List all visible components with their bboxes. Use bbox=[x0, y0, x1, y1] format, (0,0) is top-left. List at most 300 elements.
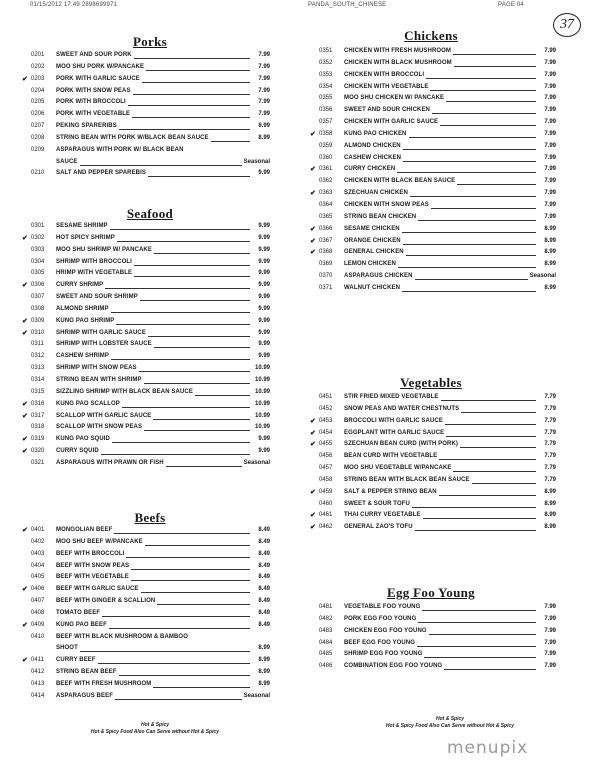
hot-spicy-icon: ✔ bbox=[22, 317, 28, 325]
hot-spicy-icon: ✔ bbox=[22, 234, 28, 242]
menu-item-price: Seasonal bbox=[242, 157, 270, 169]
menu-item-name: ASPARAGUS CHICKEN bbox=[344, 271, 415, 283]
menu-item-name: HRIMP WITH VEGETABLE bbox=[56, 268, 134, 280]
menu-item bbox=[22, 316, 270, 328]
menu-item-price: 7.99 bbox=[542, 153, 556, 165]
menu-item-price: 8.49 bbox=[256, 549, 270, 561]
menu-item-price: 8.99 bbox=[542, 522, 556, 534]
menu-item-code: 0413 bbox=[31, 680, 45, 687]
menu-item bbox=[313, 404, 556, 416]
hot-spicy-icon: ✔ bbox=[22, 329, 28, 337]
menu-item-name: PORK WITH BROCCOLI bbox=[56, 97, 128, 109]
menu-item-code: 0357 bbox=[319, 119, 333, 126]
menu-item-code: 0462 bbox=[319, 524, 333, 531]
menu-item bbox=[22, 233, 270, 245]
menu-list-egg-foo-young bbox=[313, 602, 556, 673]
menu-item-name: SCALLOP WITH SNOW PEAS bbox=[56, 422, 144, 434]
menu-item bbox=[313, 70, 556, 82]
menu-item-code: 0317 bbox=[31, 412, 45, 419]
menu-item-price: 7.99 bbox=[542, 614, 556, 626]
page-number-circle: 37 bbox=[553, 13, 581, 37]
menu-item-name: SIZZLING SHRIMP WITH BLACK BEAN SAUCE bbox=[56, 387, 195, 399]
menu-item-name: ALMOND CHICKEN bbox=[344, 141, 403, 153]
menu-item-price: 7.99 bbox=[542, 200, 556, 212]
menu-list-chicken bbox=[310, 46, 556, 295]
menu-item bbox=[25, 109, 270, 121]
menu-item-name: CHICKEN EGG FOO YOUNG bbox=[344, 626, 429, 638]
footnote-left-title: Hot & Spicy bbox=[140, 722, 170, 728]
menu-item-price: 10.99 bbox=[253, 422, 270, 434]
menu-item-name: MOO SHU SHRIMP W/ PANCAKE bbox=[56, 245, 154, 257]
leader-line bbox=[56, 165, 250, 166]
menu-item-code: 0209 bbox=[31, 146, 45, 153]
menu-item-code: 0407 bbox=[31, 598, 45, 605]
menu-item bbox=[25, 257, 270, 269]
menu-item-price: 9.99 bbox=[256, 168, 270, 180]
menu-item-price: 7.79 bbox=[542, 451, 556, 463]
menu-item-code: 0410 bbox=[31, 633, 45, 640]
menu-item bbox=[313, 271, 556, 283]
menu-item bbox=[25, 643, 270, 655]
menu-item-price: 7.99 bbox=[542, 164, 556, 176]
menu-item-code: 0319 bbox=[31, 436, 45, 443]
menu-item-code: 0316 bbox=[31, 400, 45, 407]
menu-item-code: 0203 bbox=[31, 75, 45, 82]
menu-item-name: KUNG PAO SCALLOP bbox=[56, 399, 122, 411]
hot-spicy-icon: ✔ bbox=[310, 429, 316, 437]
menu-item-name: ASPARAGUS WITH PRAWN OR FISH bbox=[56, 458, 166, 470]
menu-item-code: 0459 bbox=[319, 488, 333, 495]
menu-item-code: 0205 bbox=[31, 99, 45, 106]
footnote-right bbox=[335, 716, 565, 730]
menu-item-name: PORK EGG FOO YOUNG bbox=[344, 614, 418, 626]
menu-item bbox=[313, 661, 556, 673]
print-header-middle: PANDA_SOUTH_CHINESE bbox=[308, 2, 387, 8]
menu-item-code: 0309 bbox=[31, 317, 45, 324]
menu-item-price: 10.99 bbox=[253, 387, 270, 399]
menu-item-code: 0483 bbox=[319, 627, 333, 634]
menu-item-price: 9.99 bbox=[256, 245, 270, 257]
menu-item-price: 8.99 bbox=[256, 667, 270, 679]
print-header-left: 01/15/2012 17:49 2898699971 bbox=[30, 2, 118, 8]
menu-item-price: 7.99 bbox=[542, 661, 556, 673]
section-title-beef: Beefs bbox=[134, 510, 166, 525]
menu-item-code: 0312 bbox=[31, 353, 45, 360]
menu-item bbox=[25, 632, 270, 644]
menu-item-name: SHRIMP WITH SNOW PEAS bbox=[56, 363, 139, 375]
menu-item-name: GENERAL ZAO'S TOFU bbox=[344, 522, 415, 534]
menu-item-price: 8.99 bbox=[542, 510, 556, 522]
menu-item-code: 0405 bbox=[31, 574, 45, 581]
menu-item-code: 0204 bbox=[31, 87, 45, 94]
menu-item-code: 0367 bbox=[319, 237, 333, 244]
hot-spicy-icon: ✔ bbox=[310, 417, 316, 425]
menu-item bbox=[310, 188, 556, 200]
menu-item-price: 10.99 bbox=[253, 411, 270, 423]
footnote-left-text: Hot & Spicy Food Also Can Serve without Hot & Spicy bbox=[90, 729, 220, 735]
menu-item-code: 0318 bbox=[31, 424, 45, 431]
menu-item-name: BROCCOLI WITH GARLIC SAUCE bbox=[344, 416, 445, 428]
menu-item-name: LEMON CHICKEN bbox=[344, 259, 398, 271]
menu-item-name: CURRY SHRIMP bbox=[56, 280, 105, 292]
menu-item-name: BEEF EGG FOO YOUNG bbox=[344, 638, 417, 650]
menu-item-name: STRING BEAN BEEF bbox=[56, 667, 119, 679]
menu-item-code: 0455 bbox=[319, 441, 333, 448]
menu-item-price: 9.99 bbox=[256, 328, 270, 340]
menu-item-price: 7.99 bbox=[256, 74, 270, 86]
menu-item-code: 0306 bbox=[31, 282, 45, 289]
menu-item bbox=[22, 584, 270, 596]
menu-item-price: 7.99 bbox=[256, 97, 270, 109]
menu-item-name: SHOOT bbox=[56, 643, 80, 655]
menu-item bbox=[313, 141, 556, 153]
menu-item-name: ASPARAGUS BEEF bbox=[56, 691, 115, 703]
hot-spicy-icon: ✔ bbox=[22, 448, 28, 456]
menu-item-name: KUNG PAO SQUID bbox=[56, 434, 112, 446]
menu-item-code: 0457 bbox=[319, 465, 333, 472]
menu-item-code: 0409 bbox=[31, 621, 45, 628]
menu-item-code: 0482 bbox=[319, 615, 333, 622]
menu-item-code: 0366 bbox=[319, 225, 333, 232]
menu-item-name: MOO SHU PORK W/PANCAKE bbox=[56, 62, 146, 74]
menu-item-code: 0358 bbox=[319, 130, 333, 137]
menu-item-price: 7.99 bbox=[542, 117, 556, 129]
menu-item-price: 9.99 bbox=[256, 304, 270, 316]
menu-item-code: 0403 bbox=[31, 550, 45, 557]
menu-item bbox=[25, 221, 270, 233]
menu-item-code: 0406 bbox=[31, 586, 45, 593]
menu-item bbox=[313, 259, 556, 271]
menu-item-name: SCALLOP WITH GARLIC SAUCE bbox=[56, 411, 153, 423]
menu-item bbox=[25, 596, 270, 608]
menu-item-code: 0414 bbox=[31, 692, 45, 699]
menu-item-price: 7.99 bbox=[542, 602, 556, 614]
menu-item bbox=[25, 363, 270, 375]
menu-item-name: CHICKEN WITH BLACK BEAN SAUCE bbox=[344, 176, 457, 188]
menu-item-price: 9.99 bbox=[256, 434, 270, 446]
menu-item-code: 0301 bbox=[31, 223, 45, 229]
menu-item bbox=[25, 549, 270, 561]
menu-item-name: BEEF WITH GINGER & SCALLION bbox=[56, 596, 157, 608]
menu-item bbox=[310, 236, 556, 248]
menu-item-code: 0313 bbox=[31, 365, 45, 372]
menu-item-price: 7.99 bbox=[542, 638, 556, 650]
menu-item-name: SAUCE bbox=[56, 157, 80, 169]
menu-item-name: SHRIMP EGG FOO YOUNG bbox=[344, 649, 424, 661]
menu-item bbox=[313, 105, 556, 117]
menu-item-code: 0359 bbox=[319, 142, 333, 149]
menu-item bbox=[22, 525, 270, 537]
menu-item-name: PEKING SPARERIBS bbox=[56, 121, 119, 133]
menu-item bbox=[22, 328, 270, 340]
menu-item-code: 0371 bbox=[319, 284, 333, 291]
menu-item bbox=[25, 157, 270, 169]
menu-item-price: 9.99 bbox=[256, 316, 270, 328]
hot-spicy-icon: ✔ bbox=[310, 166, 316, 174]
menu-item-code: 0411 bbox=[31, 657, 44, 664]
menu-item-price: 9.99 bbox=[256, 351, 270, 363]
hot-spicy-icon: ✔ bbox=[22, 657, 28, 665]
menu-item bbox=[25, 537, 270, 549]
menu-item bbox=[25, 121, 270, 133]
menu-item bbox=[313, 283, 556, 295]
menu-item-name: BEEF WITH FRESH MUSHROOM bbox=[56, 679, 153, 691]
menu-list-vegetables bbox=[310, 392, 556, 534]
menu-item-price: 7.99 bbox=[542, 82, 556, 94]
menu-item bbox=[310, 428, 556, 440]
menu-item-price: Seasonal bbox=[242, 458, 270, 470]
menu-item bbox=[310, 439, 556, 451]
menu-item-name: STRING BEAN WITH SHRIMP bbox=[56, 375, 144, 387]
menu-item-code: 0351 bbox=[319, 48, 333, 54]
menu-item-name: CASHEW CHICKEN bbox=[344, 153, 403, 165]
menu-item-name: PORK WITH SNOW PEAS bbox=[56, 86, 133, 98]
menu-item-code: 0354 bbox=[319, 83, 333, 90]
menu-item-code: 0365 bbox=[319, 213, 333, 220]
menu-item-code: 0353 bbox=[319, 71, 333, 78]
menu-item-code: 0308 bbox=[31, 305, 45, 312]
hot-spicy-icon: ✔ bbox=[310, 441, 316, 449]
menu-item bbox=[310, 416, 556, 428]
menu-item-code: 0402 bbox=[31, 538, 45, 545]
menu-item-code: 0202 bbox=[31, 63, 45, 70]
menu-item-name: SALT AND PEPPER SPAREBIS bbox=[56, 168, 148, 180]
section-title-pork: Porks bbox=[133, 34, 167, 49]
menu-item-name: SZECHUAN BEAN CURD (WITH PORK) bbox=[344, 439, 460, 451]
menu-item-price: 7.99 bbox=[256, 62, 270, 74]
hot-spicy-icon: ✔ bbox=[22, 412, 28, 420]
menu-item-name: BEEF WITH BLACK MUSHROOM & BAMBOO bbox=[56, 632, 190, 644]
menu-item-price: 8.49 bbox=[256, 537, 270, 549]
menu-item bbox=[313, 176, 556, 188]
menu-item-code: 0481 bbox=[319, 604, 333, 610]
menu-item bbox=[25, 572, 270, 584]
menu-item-name: KUNG PAO CHICKEN bbox=[344, 129, 409, 141]
menu-item bbox=[313, 58, 556, 70]
menu-item-name: CHICKEN WITH GARLIC SAUCE bbox=[344, 117, 440, 129]
menu-item-price: 7.99 bbox=[542, 141, 556, 153]
hot-spicy-icon: ✔ bbox=[22, 400, 28, 408]
menu-item bbox=[310, 487, 556, 499]
menu-item-name: SNOW PEAS AND WATER CHESTNUTS bbox=[344, 404, 461, 416]
menu-item bbox=[313, 614, 556, 626]
menu-item bbox=[25, 245, 270, 257]
menu-item-price: 7.99 bbox=[542, 93, 556, 105]
menu-item-code: 0361 bbox=[319, 166, 333, 173]
menu-item-name: BEEF WITH VEGETABLE bbox=[56, 572, 131, 584]
menu-item bbox=[25, 339, 270, 351]
menu-item-code: 0408 bbox=[31, 609, 45, 616]
menu-item-name: VEGETABLE FOO YOUNG bbox=[344, 602, 422, 614]
menu-item bbox=[22, 655, 270, 667]
menu-item-name: BEEF WITH BROCCOLI bbox=[56, 549, 126, 561]
menu-item-price: 7.99 bbox=[542, 212, 556, 224]
menu-item-code: 0362 bbox=[319, 178, 333, 185]
menu-item-name: CHICKEN WITH BLACK MUSHROOM bbox=[344, 58, 454, 70]
menu-item-price: 8.49 bbox=[256, 525, 270, 537]
menu-item-code: 0369 bbox=[319, 261, 333, 268]
hot-spicy-icon: ✔ bbox=[22, 436, 28, 444]
menu-item bbox=[313, 499, 556, 511]
menu-item bbox=[25, 679, 270, 691]
menu-item bbox=[313, 82, 556, 94]
menu-item bbox=[313, 93, 556, 105]
menu-item-name: SHRIMP WITH BROCCOLI bbox=[56, 257, 134, 269]
menu-item-code: 0210 bbox=[31, 170, 45, 177]
menu-item-price: 8.99 bbox=[542, 247, 556, 259]
menu-item bbox=[313, 638, 556, 650]
menu-item-name: ASPARAGUS WITH PORK W/ BLACK BEAN bbox=[56, 145, 186, 157]
menu-item-name: SWEET AND SOUR SHRIMP bbox=[56, 292, 140, 304]
menu-item bbox=[25, 133, 270, 145]
menu-item-name: SESAME SHRIMP bbox=[56, 221, 110, 233]
section-title-egg-foo-young: Egg Foo Young bbox=[387, 585, 475, 600]
menu-item-price: 8.99 bbox=[256, 121, 270, 133]
menu-item-price: 7.99 bbox=[542, 649, 556, 661]
menu-item bbox=[313, 475, 556, 487]
menu-item-name: SHRIMP WITH GARLIC SAUCE bbox=[56, 328, 148, 340]
menu-item-code: 0363 bbox=[319, 190, 333, 197]
menu-item-name: MONGOLIAN BEEF bbox=[56, 525, 114, 537]
menu-item-code: 0404 bbox=[31, 562, 45, 569]
menu-item bbox=[25, 86, 270, 98]
menu-item-price: 7.79 bbox=[542, 392, 556, 404]
hot-spicy-icon: ✔ bbox=[310, 225, 316, 233]
menu-item-name: CHICKEN WITH SNOW PEAS bbox=[344, 200, 431, 212]
menu-item-name: CHICKEN WITH BROCCOLI bbox=[344, 70, 426, 82]
hot-spicy-icon: ✔ bbox=[310, 512, 316, 520]
menu-item-name: CHICKEN WITH FRESH MUSHROOM bbox=[344, 46, 453, 58]
menu-item-price: 8.49 bbox=[256, 584, 270, 596]
section-title-seafood: Seafood bbox=[126, 206, 174, 221]
menu-item-name: CASHEW SHRIMP bbox=[56, 351, 111, 363]
menu-item-code: 0412 bbox=[31, 669, 45, 676]
menu-item-price: 7.99 bbox=[542, 46, 556, 58]
menu-item-name: MOO SHU BEEF W/PANCAKE bbox=[56, 537, 145, 549]
menu-item-code: 0320 bbox=[31, 448, 45, 455]
menu-item bbox=[313, 649, 556, 661]
menu-item bbox=[313, 117, 556, 129]
leader-line bbox=[56, 651, 250, 652]
menu-item-price: 7.79 bbox=[542, 416, 556, 428]
menu-item-code: 0314 bbox=[31, 376, 45, 383]
menu-item-code: 0207 bbox=[31, 123, 45, 130]
menu-item-name: STRING BEAN CHICKEN bbox=[344, 212, 418, 224]
menu-item-name: THAI CURRY VEGETABLE bbox=[344, 510, 423, 522]
menu-item-price: 8.49 bbox=[256, 608, 270, 620]
menu-item-name: BEAN CURD WITH VEGETABLE bbox=[344, 451, 439, 463]
hot-spicy-icon: ✔ bbox=[310, 249, 316, 257]
menu-item-code: 0484 bbox=[319, 639, 333, 646]
menu-item-code: 0452 bbox=[319, 405, 333, 412]
menu-item-name: SWEET AND SOUR PORK bbox=[56, 50, 134, 62]
menu-item-price: 8.99 bbox=[256, 655, 270, 667]
menu-item-name: KUNG PAO SHRIMP bbox=[56, 316, 116, 328]
menu-item bbox=[25, 422, 270, 434]
menu-item-price: 8.99 bbox=[542, 259, 556, 271]
hot-spicy-icon: ✔ bbox=[310, 130, 316, 138]
menu-item bbox=[22, 446, 270, 458]
menu-item-price: 8.99 bbox=[542, 499, 556, 511]
menu-item-name: STIR FRIED MIXED VEGETABLE bbox=[344, 392, 441, 404]
footnote-right-title: Hot & Spicy bbox=[435, 716, 465, 722]
menu-item-price: 8.49 bbox=[256, 572, 270, 584]
menu-item bbox=[22, 620, 270, 632]
menu-item bbox=[313, 200, 556, 212]
menu-item-name: BEEF WITH SNOW PEAS bbox=[56, 561, 131, 573]
hot-spicy-icon: ✔ bbox=[310, 524, 316, 532]
menu-item-code: 0360 bbox=[319, 154, 333, 161]
menu-item-code: 0370 bbox=[319, 273, 333, 280]
menu-item-price: 9.99 bbox=[256, 446, 270, 458]
menu-item-code: 0321 bbox=[31, 459, 45, 466]
menu-item bbox=[25, 97, 270, 109]
menu-item-name: STRING BEAN WITH PORK W/BLACK BEAN SAUCE bbox=[56, 133, 211, 145]
menu-item-code: 0458 bbox=[319, 476, 333, 483]
menu-item-price: 7.79 bbox=[542, 439, 556, 451]
menu-item-name: SALT & PEPPER STRING BEAN bbox=[344, 487, 439, 499]
menu-list-pork bbox=[22, 50, 270, 180]
menu-item-price: 8.99 bbox=[542, 236, 556, 248]
menu-item-name: GENERAL CHICKEN bbox=[344, 247, 406, 259]
menu-item bbox=[22, 74, 270, 86]
menu-item-name: BEEF WITH GARLIC SAUCE bbox=[56, 584, 141, 596]
menu-item-name: SESAME CHICKEN bbox=[344, 224, 402, 236]
menu-item-price: 8.49 bbox=[256, 620, 270, 632]
menu-item bbox=[313, 153, 556, 165]
menu-item-price: 8.99 bbox=[256, 643, 270, 655]
menu-item-name: CURRY BEEF bbox=[56, 655, 98, 667]
menu-list-seafood bbox=[22, 221, 270, 470]
menu-item-price: 7.99 bbox=[542, 188, 556, 200]
menu-item bbox=[310, 224, 556, 236]
menu-item-code: 0305 bbox=[31, 270, 45, 277]
menu-item-price: 10.99 bbox=[253, 399, 270, 411]
menu-item-price: 8.99 bbox=[256, 133, 270, 145]
menu-list-beef bbox=[22, 525, 270, 703]
menu-item-price: Seasonal bbox=[242, 691, 270, 703]
menu-item-price: 10.99 bbox=[253, 363, 270, 375]
menu-item-name: COMBINATION EGG FOO YOUNG bbox=[344, 661, 444, 673]
menu-item-name: EGGPLANT WITH GARLIC SAUCE bbox=[344, 428, 446, 440]
menu-item bbox=[25, 168, 270, 180]
menu-item bbox=[313, 392, 556, 404]
section-title-vegetables: Vegetables bbox=[400, 375, 462, 390]
menu-item-code: 0368 bbox=[319, 249, 333, 256]
menu-item-code: 0315 bbox=[31, 388, 45, 395]
menu-item-code: 0310 bbox=[31, 329, 45, 336]
menu-item-code: 0486 bbox=[319, 663, 333, 670]
menu-item-name: HOT SPICY SHRIMP bbox=[56, 233, 117, 245]
menu-item-price: 7.99 bbox=[542, 58, 556, 70]
menu-item-name: SWEET & SOUR TOFU bbox=[344, 499, 412, 511]
menu-item bbox=[25, 608, 270, 620]
menu-item-name: STRING BEAN WITH BLACK BEAN SAUCE bbox=[344, 475, 472, 487]
menu-item bbox=[313, 602, 556, 614]
print-header-right: PAGE 04 bbox=[498, 2, 524, 8]
hot-spicy-icon: ✔ bbox=[22, 75, 28, 83]
menu-item-code: 0401 bbox=[31, 527, 45, 533]
menu-item bbox=[25, 304, 270, 316]
menu-item-price: 7.79 bbox=[542, 463, 556, 475]
menu-item bbox=[25, 667, 270, 679]
menu-item-price: 9.99 bbox=[256, 339, 270, 351]
menu-item-code: 0208 bbox=[31, 134, 45, 141]
menu-item bbox=[313, 212, 556, 224]
menu-item-price: 9.99 bbox=[256, 268, 270, 280]
menu-item-code: 0311 bbox=[31, 341, 44, 348]
menu-item-price: 10.99 bbox=[253, 375, 270, 387]
